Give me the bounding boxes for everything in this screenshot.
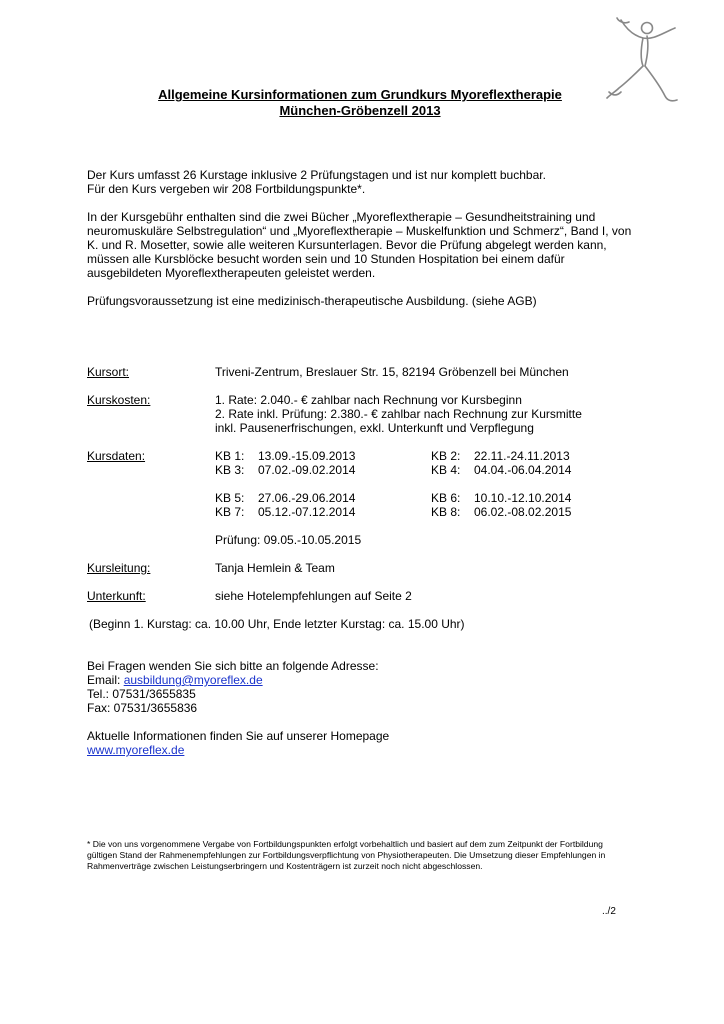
course-block-kb4 <box>431 463 571 477</box>
kurskosten-label: Kurskosten: <box>87 393 151 407</box>
kb-dates: 07.02.-09.02.2014 <box>258 463 356 477</box>
homepage-link[interactable]: www.myoreflex.de <box>87 743 185 757</box>
kb-dates: 27.06.-29.06.2014 <box>258 491 356 505</box>
contact-tel: Tel.: 07531/3655835 <box>87 687 196 701</box>
course-times: (Beginn 1. Kurstag: ca. 10.00 Uhr, Ende letzter Kurstag: ca. 15.00 Uhr) <box>89 617 465 631</box>
kursort-value: Triveni-Zentrum, Breslauer Str. 15, 82194 Gröbenzell bei München <box>215 365 569 379</box>
kb-dates: 22.11.-24.11.2013 <box>474 449 570 463</box>
kb-code: KB 2: <box>431 449 461 463</box>
intro-line-1: Der Kurs umfasst 26 Kurstage inklusive 2 Prüfungstagen und ist nur komplett buchbar. <box>87 168 546 182</box>
course-block-kb2 <box>431 449 570 463</box>
email-link[interactable]: ausbildung@myoreflex.de <box>123 673 263 687</box>
prerequisite-text: Prüfungsvoraussetzung ist eine medizinisch-therapeutische Ausbildung. (siehe AGB) <box>87 294 537 308</box>
kb-dates: 04.04.-06.04.2014 <box>474 463 572 477</box>
kurskosten-line-2: 2. Rate inkl. Prüfung: 2.380.- € zahlbar nach Rechnung zur Kursmitte <box>215 407 582 421</box>
page-marker: ../2 <box>602 906 616 917</box>
contact-email-line <box>87 673 647 687</box>
kb-code: KB 4: <box>431 463 461 477</box>
kb-code: KB 1: <box>215 449 245 463</box>
unterkunft-value: siehe Hotelempfehlungen auf Seite 2 <box>215 589 412 603</box>
kb-code: KB 6: <box>431 491 461 505</box>
course-block-kb8 <box>431 505 571 519</box>
books-line-4: müssen alle Kursblöcke besucht worden sein und 10 Stunden Hospitation bei einem dafür <box>87 252 565 266</box>
course-block-kb7 <box>215 505 355 519</box>
course-block-kb5 <box>215 491 355 505</box>
kb-dates: 13.09.-15.09.2013 <box>258 449 356 463</box>
footnote: * Die von uns vorgenommene Vergabe von Fortbildungspunkten erfolgt vorbehaltlich und basiert auf dem zum Zeitpunkt der Fortbildung gültigen Stand der Rahmenempfehlungen zur Fortbildungsverpflichtung von Physiotherapeuten. Die Umsetzung dieser Empfehlungen in Rahmenverträge zwischen Leistungserbringern und Kostenträgern ist zurzeit noch nicht abgeschlossen. <box>87 839 606 872</box>
kursdaten-label: Kursdaten: <box>87 449 146 463</box>
homepage-line <box>87 743 647 757</box>
contact-fax: Fax: 07531/3655836 <box>87 701 198 715</box>
unterkunft-label: Unterkunft: <box>87 589 146 603</box>
kb-code: KB 8: <box>431 505 461 519</box>
books-line-3: K. und R. Mosetter, sowie alle weiteren Kursunterlagen. Bevor die Prüfung abgelegt werden kann, <box>87 238 607 252</box>
kursleitung-value: Tanja Hemlein & Team <box>215 561 335 575</box>
kb-code: KB 7: <box>215 505 245 519</box>
kurskosten-line-1: 1. Rate: 2.040.- € zahlbar nach Rechnung vor Kursbeginn <box>215 393 522 407</box>
exam-dates: Prüfung: 09.05.-10.05.2015 <box>215 533 362 547</box>
kb-dates: 06.02.-08.02.2015 <box>474 505 572 519</box>
page-subtitle: München-Gröbenzell 2013 <box>279 103 441 118</box>
kb-code: KB 3: <box>215 463 245 477</box>
homepage-intro: Aktuelle Informationen finden Sie auf unserer Homepage <box>87 729 390 743</box>
kursort-label: Kursort: <box>87 365 130 379</box>
books-line-5: ausgebildeten Myoreflextherapeuten geleistet werden. <box>87 266 376 280</box>
kb-code: KB 5: <box>215 491 245 505</box>
books-line-1: In der Kursgebühr enthalten sind die zwei Bücher „Myoreflextherapie – Gesundheitstraining und <box>87 210 596 224</box>
page-title: Allgemeine Kursinformationen zum Grundkurs Myoreflextherapie <box>158 87 562 102</box>
course-block-kb3 <box>215 463 355 477</box>
course-block-kb6 <box>431 491 571 505</box>
kb-dates: 05.12.-07.12.2014 <box>258 505 356 519</box>
course-block-kb1 <box>215 449 355 463</box>
kursleitung-label: Kursleitung: <box>87 561 151 575</box>
kb-dates: 10.10.-12.10.2014 <box>474 491 572 505</box>
books-line-2: neuromuskuläre Selbstregulation“ und „Myoreflextherapie – Muskelfunktion und Schmerz“, Band I, von <box>87 224 632 238</box>
contact-intro: Bei Fragen wenden Sie sich bitte an folgende Adresse: <box>87 659 379 673</box>
intro-line-2: Für den Kurs vergeben wir 208 Fortbildungspunkte*. <box>87 182 366 196</box>
kurskosten-line-3: inkl. Pausenerfrischungen, exkl. Unterkunft und Verpflegung <box>215 421 534 435</box>
email-label: Email: <box>87 673 124 687</box>
